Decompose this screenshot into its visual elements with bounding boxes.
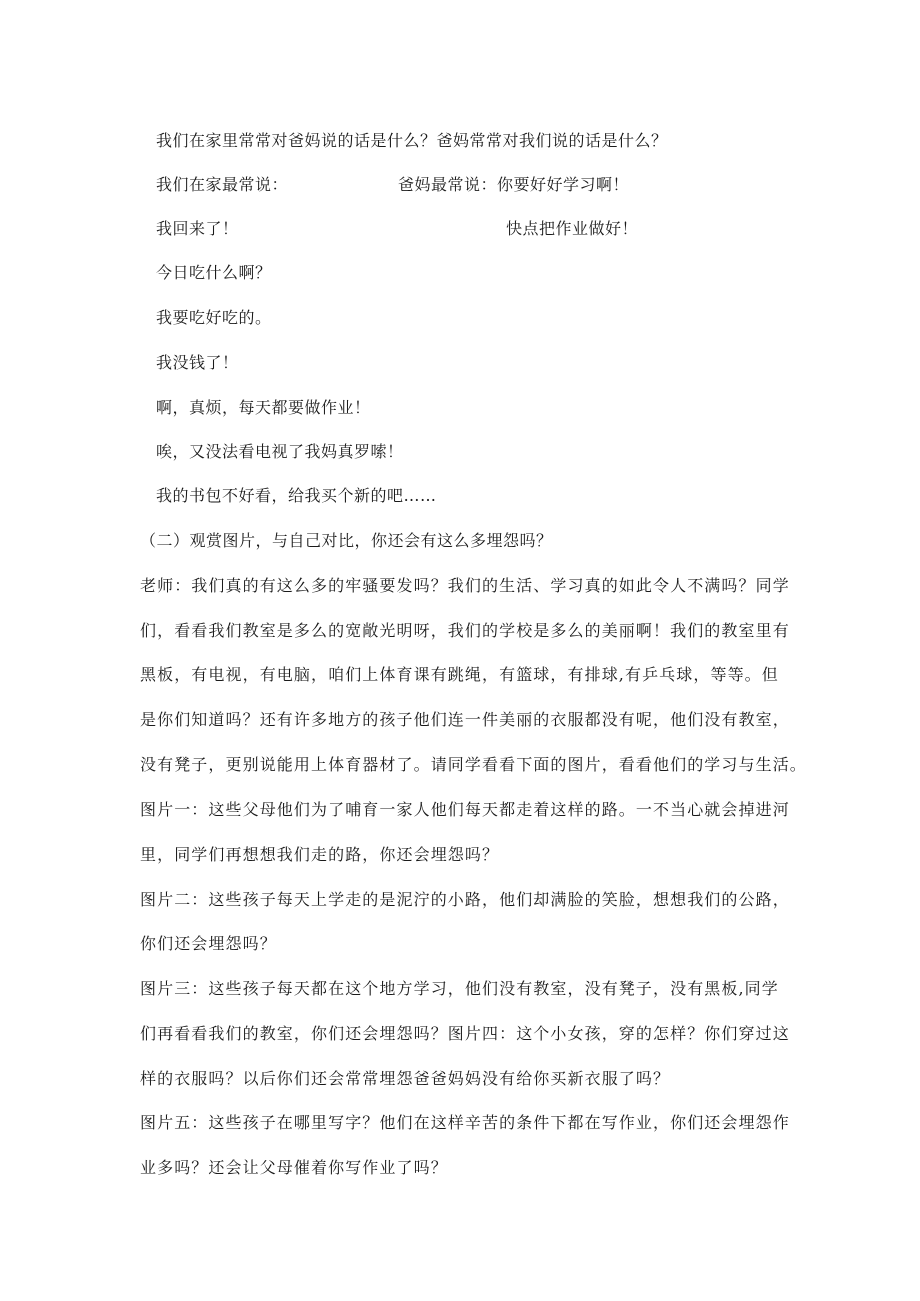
- we-say-item: 我没钱了！: [156, 353, 239, 372]
- picture5-line: 业多吗？还会让父母催着你写作业了吗？: [140, 1158, 448, 1177]
- picture2-line: 图片二：这些孩子每天上学走的是泥泞的小路，他们却满脸的笑脸，想想我们的公路，: [140, 890, 790, 909]
- we-say-item: 唉，又没法看电视了我妈真罗嗦！: [156, 442, 404, 461]
- teacher-line: 黑板，有电视，有电脑，咱们上体育课有跳绳，有篮球，有排球,有乒乓球，等等。但: [140, 665, 779, 684]
- teacher-line: 没有凳子，更别说能用上体育器材了。请同学看看下面的图片，看看他们的学习与生活。: [140, 755, 807, 774]
- parents-say-label: 爸妈最常说：你要好好学习啊！: [398, 175, 630, 194]
- teacher-line: 老师：我们真的有这么多的牢骚要发吗？我们的生活、学习真的如此令人不满吗？同学: [140, 576, 790, 595]
- we-say-item: 我回来了！: [156, 219, 239, 238]
- picture1-line: 里，同学们再想想我们走的路，你还会埋怨吗？: [140, 845, 500, 864]
- we-say-label: 我们在家最常说：: [156, 175, 289, 194]
- we-say-item: 啊，真烦，每天都要做作业！: [156, 398, 371, 417]
- we-say-item: 今日吃什么啊？: [156, 263, 272, 282]
- picture2-line: 你们还会埋怨吗？: [140, 934, 277, 953]
- we-say-item: 我要吃好吃的。: [156, 308, 272, 327]
- picture3-line: 样的衣服吗？以后你们还会常常埋怨爸爸妈妈没有给你买新衣服了吗？: [140, 1069, 671, 1088]
- teacher-line: 是你们知道吗？还有许多地方的孩子他们连一件美丽的衣服都没有呢，他们没有教室，: [140, 710, 790, 729]
- section-heading: （二）观赏图片，与自己对比，你还会有这么多埋怨吗？: [140, 531, 553, 550]
- intro-question: 我们在家里常常对爸妈说的话是什么？爸妈常常对我们说的话是什么？: [156, 131, 668, 150]
- picture3-line: 们再看看我们的教室，你们还会埋怨吗？图片四：这个小女孩，穿的怎样？你们穿过这: [140, 1024, 790, 1043]
- parents-say-item: 快点把作业做好！: [506, 219, 639, 238]
- we-say-item: 我的书包不好看，给我买个新的吧……: [156, 486, 437, 505]
- picture3-line: 图片三：这些孩子每天都在这个地方学习，他们没有教室，没有凳子，没有黑板,同学: [140, 979, 779, 998]
- picture1-line: 图片一：这些父母他们为了哺育一家人他们每天都走着这样的路。一不当心就会掉进河: [140, 800, 790, 819]
- teacher-line: 们，看看我们教室是多么的宽敞光明呀，我们的学校是多么的美丽啊！我们的教室里有: [140, 621, 790, 640]
- picture5-line: 图片五：这些孩子在哪里写字？他们在这样辛苦的条件下都在写作业，你们还会埋怨作: [140, 1113, 790, 1132]
